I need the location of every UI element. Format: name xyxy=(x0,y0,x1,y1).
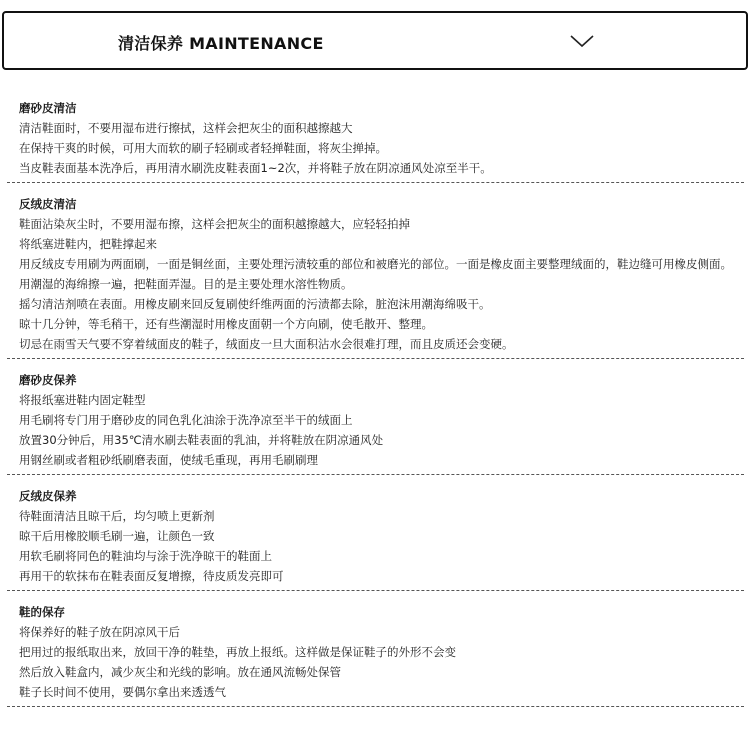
section-line: 用钢丝刷或者粗砂纸刷磨表面，使绒毛重现，再用毛刷刷理 xyxy=(19,453,318,467)
maintenance-content xyxy=(0,98,750,718)
section-line: 鞋面沾染灰尘时，不要用湿布擦，这样会把灰尘的面积越擦越大，应轻轻拍掉 xyxy=(19,217,410,231)
section-line: 在保持干爽的时候，可用大而软的刷子轻刷或者轻掸鞋面，将灰尘掸掉。 xyxy=(19,141,387,155)
section-line: 晾干后用橡胶顺毛刷一遍，让颜色一致 xyxy=(19,529,215,543)
section-line: 再用干的软抹布在鞋表面反复增擦，待皮质发亮即可 xyxy=(19,569,284,583)
dashed-divider xyxy=(7,182,744,183)
accordion-title: 清洁保养 MAINTENANCE xyxy=(118,34,324,53)
dashed-divider xyxy=(7,474,744,475)
section-line: 放置30分钟后，用35℃清水刷去鞋表面的乳油，并将鞋放在阴凉通风处 xyxy=(19,433,384,447)
section-line: 当皮鞋表面基本洗净后，再用清水刷洗皮鞋表面1~2次，并将鞋子放在阴凉通风处凉至半干。 xyxy=(19,161,492,175)
dashed-divider xyxy=(7,590,744,591)
section-title: 磨砂皮清洁 xyxy=(19,101,77,115)
section-title: 磨砂皮保养 xyxy=(19,373,77,387)
maintenance-accordion-header[interactable] xyxy=(2,11,748,70)
section-line: 将纸塞进鞋内，把鞋撑起来 xyxy=(19,237,157,251)
section-line: 切忌在雨雪天气要不穿着绒面皮的鞋子，绒面皮一旦大面积沾水会很难打理，而且皮质还会变硬。 xyxy=(19,337,514,351)
section-line: 摇匀清洁剂喷在表面。用橡皮刷来回反复刷使纤维两面的污渍都去除，脏泡沫用潮海绵吸干。 xyxy=(19,297,491,311)
dashed-divider xyxy=(7,358,744,359)
section-title: 反绒皮清洁 xyxy=(19,197,77,211)
care-section xyxy=(0,486,750,586)
section-line: 用反绒皮专用刷为两面刷，一面是铜丝面，主要处理污渍较重的部位和被磨光的部位。一面是橡皮面主要整理绒面的，鞋边缝可用橡皮侧面。 xyxy=(19,257,732,271)
care-section xyxy=(0,602,750,702)
section-line: 用毛刷将专门用于磨砂皮的同色乳化油涂于洗净凉至半干的绒面上 xyxy=(19,413,353,427)
section-line: 将报纸塞进鞋内固定鞋型 xyxy=(19,393,146,407)
section-line: 清洁鞋面时，不要用湿布进行擦拭，这样会把灰尘的面积越擦越大 xyxy=(19,121,353,135)
section-title: 反绒皮保养 xyxy=(19,489,77,503)
section-line: 然后放入鞋盒内，减少灰尘和光线的影响。放在通风流畅处保管 xyxy=(19,665,341,679)
chevron-down-icon[interactable] xyxy=(569,33,595,49)
section-line: 晾十几分钟，等毛稍干，还有些潮湿时用橡皮面朝一个方向刷，使毛散开、整理。 xyxy=(19,317,433,331)
section-line: 待鞋面清洁且晾干后，均匀喷上更新剂 xyxy=(19,509,215,523)
section-line: 鞋子长时间不使用，要偶尔拿出来透透气 xyxy=(19,685,226,699)
section-title: 鞋的保存 xyxy=(19,605,65,619)
section-line: 将保养好的鞋子放在阴凉风干后 xyxy=(19,625,180,639)
section-line: 用软毛刷将同色的鞋油均与涂于洗净晾干的鞋面上 xyxy=(19,549,272,563)
care-section xyxy=(0,194,750,354)
dashed-divider xyxy=(7,706,744,707)
section-line: 把用过的报纸取出来，放回干净的鞋垫，再放上报纸。这样做是保证鞋子的外形不会变 xyxy=(19,645,456,659)
care-section xyxy=(0,98,750,178)
care-section xyxy=(0,370,750,470)
section-line: 用潮湿的海绵擦一遍，把鞋面弄湿。目的是主要处理水溶性物质。 xyxy=(19,277,353,291)
